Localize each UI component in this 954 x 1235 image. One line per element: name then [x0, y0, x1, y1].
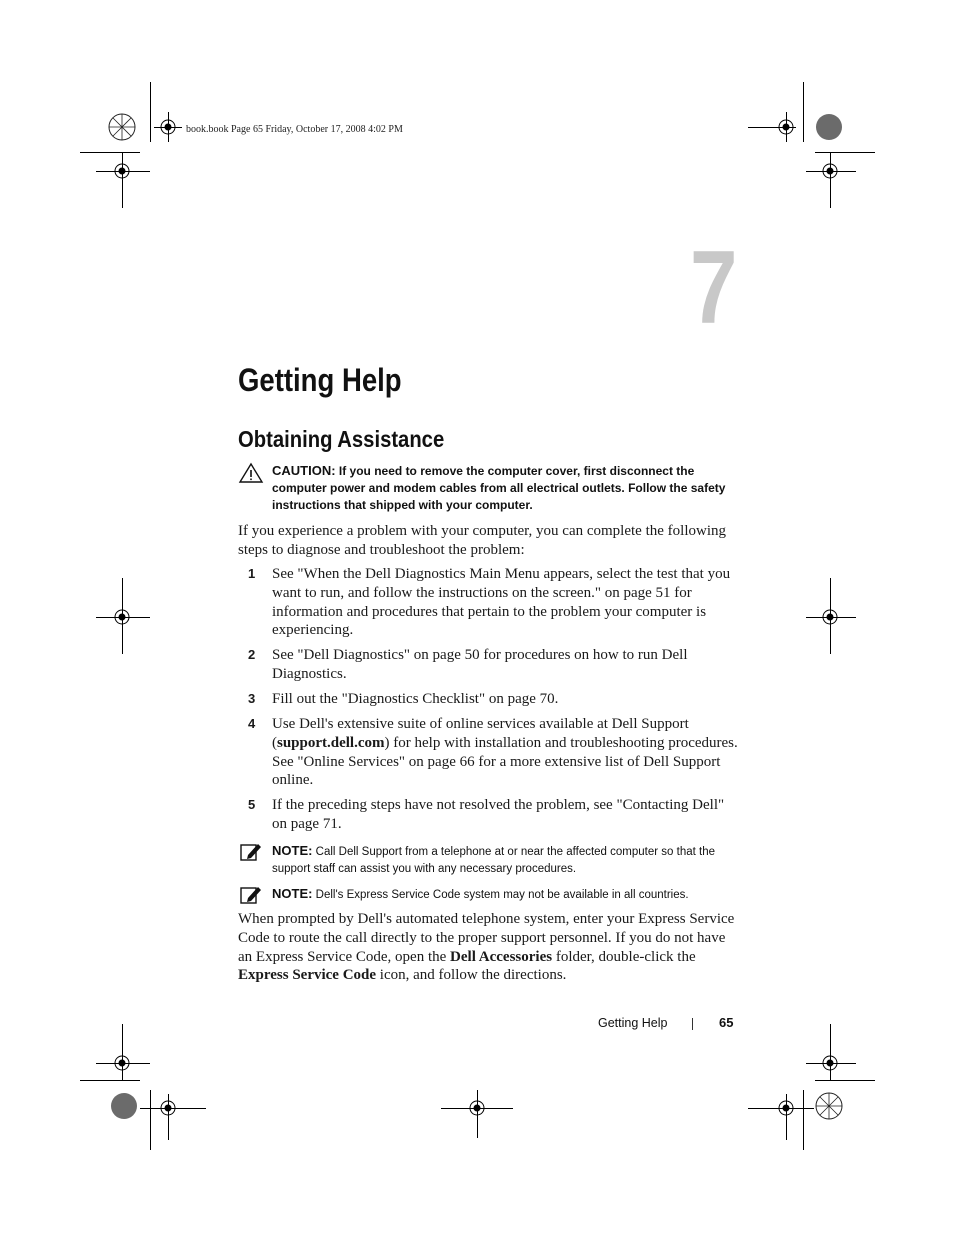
caution-text: If you need to remove the computer cover, first disconnect the computer power and modem cables from all electrical outlets. Follow the safety instructions that shipped with your computer. [272, 464, 726, 512]
support-link[interactable]: support.dell.com [277, 734, 385, 751]
chapter-title: Getting Help [238, 362, 402, 398]
step-text: If the preceding steps have not resolved the problem, see "Contacting Dell" on page 71. [272, 797, 725, 832]
step-text: See "Dell Diagnostics" on page 50 for procedures on how to run Dell Diagnostics. [272, 647, 688, 682]
step-number: 3 [248, 691, 256, 706]
closing-paragraph [238, 910, 738, 985]
footer-chapter-label: Getting Help [598, 1016, 668, 1030]
step-text [272, 715, 740, 790]
note-notice [272, 842, 742, 878]
pencil-note-icon [240, 885, 262, 905]
note-label: NOTE: [272, 886, 313, 901]
step-number: 2 [248, 647, 256, 662]
pencil-note-icon [240, 842, 262, 862]
express-service-code-label: Express Service Code [238, 967, 377, 984]
note-label: NOTE: [272, 843, 313, 858]
step-number: 5 [248, 797, 256, 812]
closing-text: folder, double-click the [552, 948, 696, 965]
step-text-before: Use Dell's extensive suite of online services available at Dell Support ( [272, 716, 689, 751]
intro-paragraph: If you experience a problem with your computer, you can complete the following steps to diagnose and troubleshoot the problem: [238, 523, 726, 558]
dell-accessories-label: Dell Accessories [450, 948, 553, 965]
closing-text: When prompted by Dell's automated telephone system, enter your Express Service Code to route the call directly to the proper support personnel. If you do not have an Express Service Code, open the [238, 911, 735, 965]
closing-text: icon, and follow the directions. [376, 967, 567, 984]
page-number: 65 [719, 1015, 734, 1030]
chapter-number: 7 [690, 230, 738, 346]
step-number: 1 [248, 566, 256, 581]
note-text: Dell's Express Service Code system may not be available in all countries. [315, 889, 689, 901]
caution-notice [272, 462, 742, 514]
caution-label: CAUTION: [272, 463, 336, 478]
step-text: See "When the Dell Diagnostics Main Menu appears, select the test that you want to run, and follow the instructions on the screen." on page 51 for information and procedures that pertain to the problem your computer is experiencing. [272, 566, 731, 639]
footer-divider [692, 1018, 693, 1030]
note-notice [272, 885, 742, 904]
note-text: Call Dell Support from a telephone at or near the affected computer so that the support staff can assist you with any necessary procedures. [272, 846, 715, 875]
step-text-after: ) for help with installation and troubleshooting procedures. See "Online Services" on page 66 for a more extensive list of Dell Support online. [272, 734, 738, 789]
warning-triangle-icon [238, 462, 264, 484]
step-text: Fill out the "Diagnostics Checklist" on page 70. [272, 691, 559, 707]
section-title: Obtaining Assistance [238, 426, 445, 452]
step-number: 4 [248, 716, 256, 731]
print-header: book.book Page 65 Friday, October 17, 2008 4:02 PM [186, 124, 403, 135]
